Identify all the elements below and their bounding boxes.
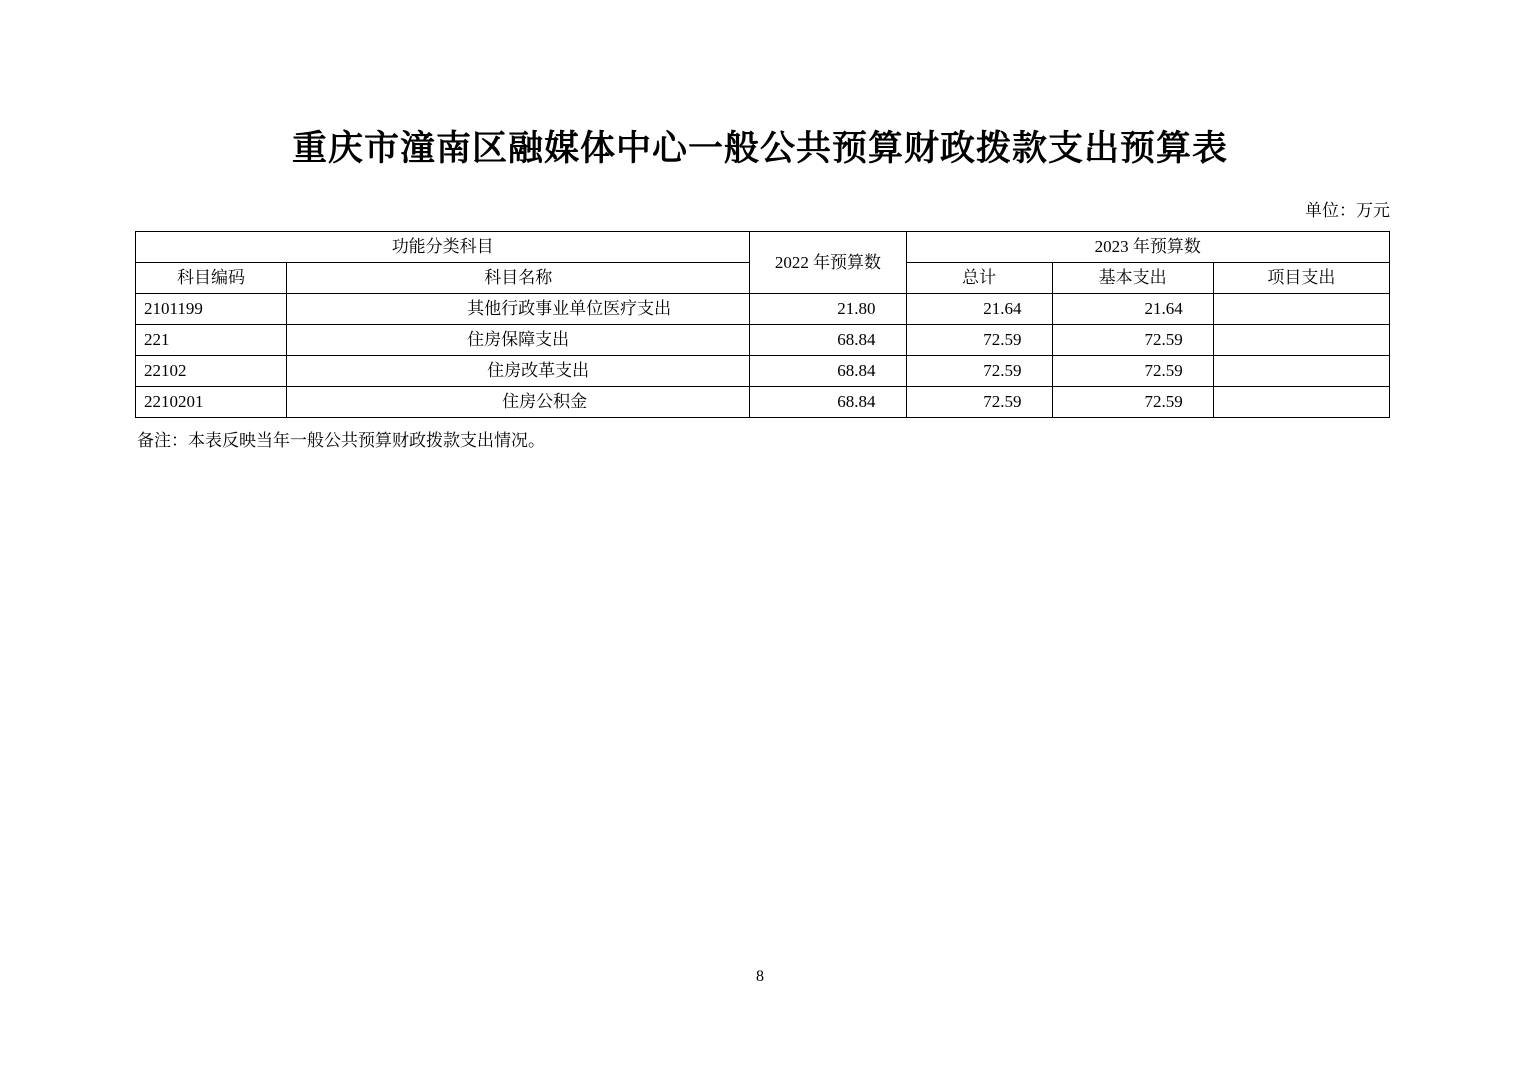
- cell-2022: 68.84: [750, 387, 906, 418]
- cell-basic: 72.59: [1052, 356, 1213, 387]
- cell-project: [1213, 387, 1389, 418]
- table-note: 备注：本表反映当年一般公共预算财政拨款支出情况。: [137, 431, 545, 450]
- cell-project: [1213, 325, 1389, 356]
- cell-2022: 68.84: [750, 325, 906, 356]
- header-project-expenditure: 项目支出: [1213, 263, 1389, 294]
- cell-code: 2210201: [136, 387, 287, 418]
- header-basic-expenditure: 基本支出: [1052, 263, 1213, 294]
- cell-name: 其他行政事业单位医疗支出: [287, 294, 750, 325]
- unit-label: 单位：万元: [1305, 201, 1390, 220]
- cell-code: 221: [136, 325, 287, 356]
- cell-total: 21.64: [906, 294, 1052, 325]
- cell-total: 72.59: [906, 387, 1052, 418]
- cell-total: 72.59: [906, 356, 1052, 387]
- table-row: [136, 294, 1390, 325]
- budget-table: [135, 231, 1390, 418]
- cell-project: [1213, 294, 1389, 325]
- cell-name: 住房改革支出: [287, 356, 750, 387]
- header-total: 总计: [906, 263, 1052, 294]
- cell-code: 22102: [136, 356, 287, 387]
- cell-name: 住房保障支出: [287, 325, 750, 356]
- table-body: [136, 294, 1390, 418]
- cell-2022: 68.84: [750, 356, 906, 387]
- page-title: 重庆市潼南区融媒体中心一般公共预算财政拨款支出预算表: [291, 129, 1228, 168]
- table-header-row-1: [136, 232, 1390, 263]
- header-name: 科目名称: [287, 263, 750, 294]
- page-number: 8: [756, 968, 764, 985]
- cell-2022: 21.80: [750, 294, 906, 325]
- cell-basic: 21.64: [1052, 294, 1213, 325]
- header-year-2022: 2022 年预算数: [750, 232, 906, 294]
- cell-basic: 72.59: [1052, 387, 1213, 418]
- table-header: [136, 232, 1390, 294]
- header-year-2023: 2023 年预算数: [906, 232, 1390, 263]
- table-row: [136, 387, 1390, 418]
- header-function-category: 功能分类科目: [136, 232, 750, 263]
- table-row: [136, 325, 1390, 356]
- table-row: [136, 356, 1390, 387]
- cell-basic: 72.59: [1052, 325, 1213, 356]
- cell-code: 2101199: [136, 294, 287, 325]
- cell-project: [1213, 356, 1389, 387]
- cell-total: 72.59: [906, 325, 1052, 356]
- header-code: 科目编码: [136, 263, 287, 294]
- cell-name: 住房公积金: [287, 387, 750, 418]
- budget-table-container: [0, 221, 1520, 418]
